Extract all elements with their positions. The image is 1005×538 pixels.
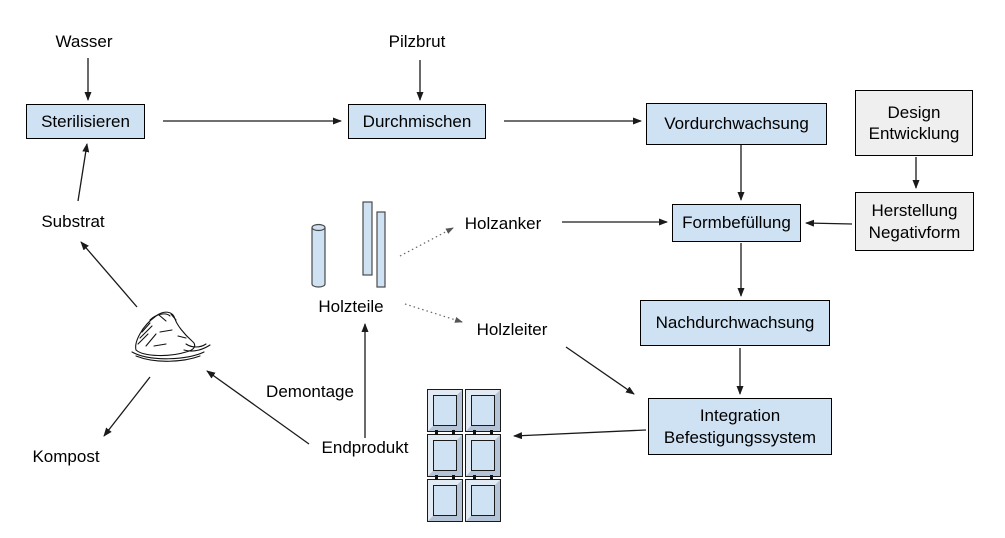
- panel-frame: [428, 390, 462, 431]
- panel-connector: [452, 475, 455, 480]
- panel-frame: [466, 435, 500, 476]
- node-sterilisieren: Sterilisieren: [26, 104, 145, 139]
- arrow-pile-to-kompost: [104, 377, 150, 436]
- node-design-entwicklung: Design Entwicklung: [855, 90, 973, 156]
- label-holzanker: Holzanker: [464, 214, 542, 233]
- panel-connector: [435, 475, 438, 480]
- panel-connector: [473, 475, 476, 480]
- arrow-pile-to-substrat: [81, 242, 137, 307]
- label-substrat: Substrat: [41, 212, 105, 231]
- panel-stack-icon: [428, 390, 504, 521]
- node-vordurchwachsung: Vordurchwachsung: [646, 103, 827, 145]
- wood-parts-icon: [305, 196, 390, 292]
- arrow-integration-to-endprodukt-panels: [514, 430, 646, 436]
- node-integration-befestigungssystem: Integration Befestigungssystem: [648, 398, 832, 455]
- node-durchmischen: Durchmischen: [348, 104, 486, 139]
- panel-connector: [435, 430, 438, 435]
- arrow-holzleiter-to-integration: [566, 347, 634, 394]
- dotted-arrow-holzteile-to-holzanker: [400, 228, 453, 256]
- panel-frame: [428, 480, 462, 521]
- label-wasser: Wasser: [55, 32, 113, 51]
- panel-frame: [466, 480, 500, 521]
- label-endprodukt: Endprodukt: [321, 438, 409, 457]
- node-nachdurchwachsung: Nachdurchwachsung: [640, 300, 830, 346]
- panel-frame: [466, 390, 500, 431]
- label-holzleiter: Holzleiter: [476, 320, 548, 339]
- panel-connector: [490, 475, 493, 480]
- panel-connector: [473, 430, 476, 435]
- dotted-arrow-holzteile-to-holzleiter: [405, 304, 462, 322]
- panel-connector: [490, 430, 493, 435]
- panel-connector: [452, 430, 455, 435]
- node-formbefuellung: Formbefüllung: [672, 204, 801, 242]
- substrate-pile-sketch-icon: [126, 308, 216, 368]
- label-kompost: Kompost: [32, 447, 100, 466]
- label-demontage: Demontage: [266, 382, 354, 401]
- arrow-substrat-to-sterilisieren: [78, 144, 87, 201]
- arrow-herstellung-to-formbefuellung: [806, 223, 852, 224]
- label-holzteile: Holzteile: [318, 297, 384, 316]
- node-herstellung-negativform: Herstellung Negativform: [855, 192, 974, 251]
- panel-frame: [428, 435, 462, 476]
- label-pilzbrut: Pilzbrut: [388, 32, 446, 51]
